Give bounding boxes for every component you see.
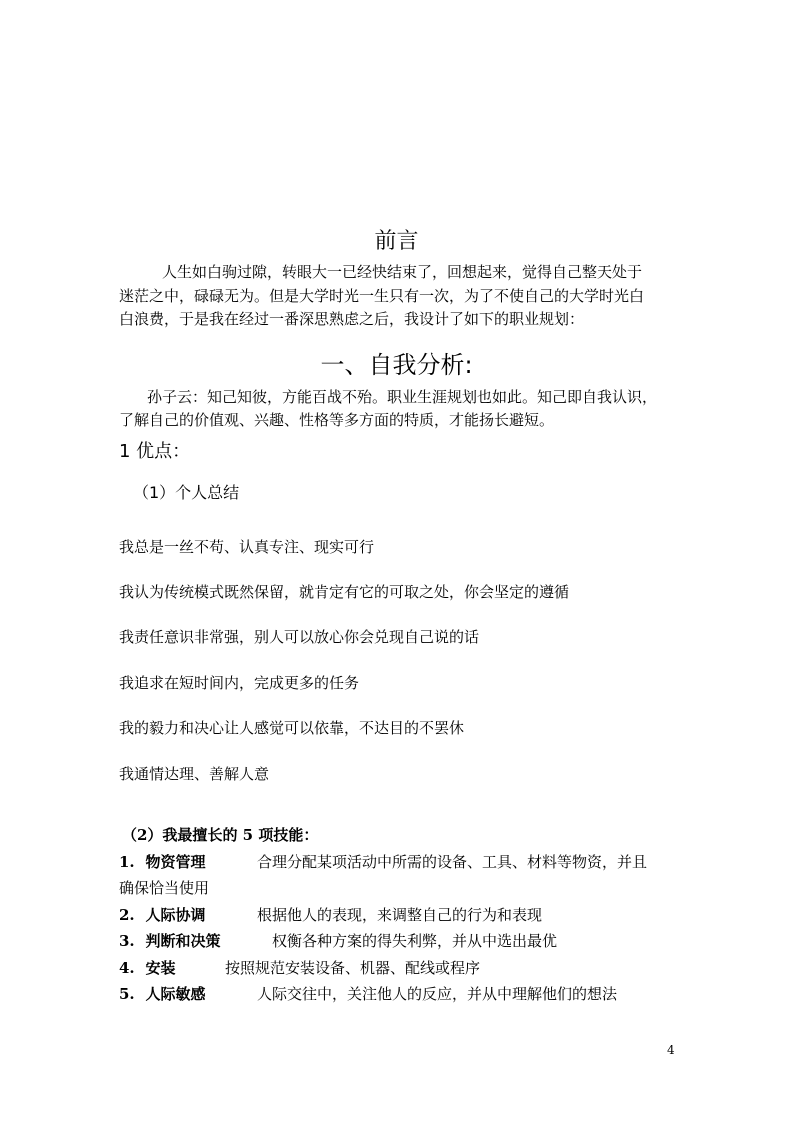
skill-name: 物资管理	[145, 853, 206, 871]
preface-title: 前言	[374, 229, 419, 254]
skill-item-3	[119, 931, 558, 951]
skill-item-4	[119, 958, 481, 978]
skill-description: 按照规范安装设备、机器、配线或程序	[225, 959, 481, 977]
summary-item-3: 我责任意识非常强，别人可以放心你会兑现自己说的话	[119, 628, 480, 646]
skill-description: 人际交往中，关注他人的反应，并从中理解他们的想法	[257, 985, 618, 1003]
section1-line-2: 了解自己的价值观、兴趣、性格等多方面的特质，才能扬长避短。	[119, 411, 555, 429]
skill-number: 2.	[119, 906, 135, 924]
preface-line-2: 迷茫之中，碌碌无为。但是大学时光一生只有一次，为了不使自己的大学时光白	[119, 287, 645, 305]
skill-item-5	[119, 984, 618, 1004]
section-self-analysis-title: 一、自我分析:	[320, 351, 473, 379]
summary-item-4: 我追求在短时间内，完成更多的任务	[119, 674, 360, 692]
skill-description: 合理分配某项活动中所需的设备、工具、材料等物资，并且	[257, 853, 648, 871]
skill-number: 3.	[119, 932, 135, 950]
skill-item-1	[119, 852, 648, 872]
section1-line-1: 孙子云：知己知彼，方能百战不殆。职业生涯规划也如此。知己即自我认识，	[147, 388, 658, 406]
summary-item-5: 我的毅力和决心让人感觉可以依靠，不达目的不罢休	[119, 719, 465, 737]
skill-1-description-cont: 确保恰当使用	[119, 879, 210, 897]
preface-line-1: 人生如白驹过隙，转眼大一已经快结束了，回想起来，觉得自己整天处于	[162, 263, 643, 281]
skill-item-2	[119, 905, 543, 925]
summary-item-2: 我认为传统模式既然保留，就肯定有它的可取之处，你会坚定的遵循	[119, 583, 570, 601]
skills-heading: （2）我最擅长的 5 项技能：	[122, 826, 319, 844]
skill-description: 权衡各种方案的得失利弊，并从中选出最优	[272, 932, 558, 950]
personal-summary-heading: （1）个人总结	[133, 483, 240, 502]
strengths-heading: 1 优点：	[119, 441, 191, 462]
skill-number: 5.	[119, 985, 135, 1003]
skill-name: 人际敏感	[145, 985, 206, 1003]
summary-item-6: 我通情达理、善解人意	[119, 765, 270, 783]
summary-item-1: 我总是一丝不苟、认真专注、现实可行	[119, 538, 375, 556]
skill-number: 1.	[119, 853, 135, 871]
skill-number: 4.	[119, 959, 135, 977]
skill-name: 安装	[145, 959, 176, 977]
skill-description: 根据他人的表现，来调整自己的行为和表现	[257, 906, 543, 924]
page-number: 4	[667, 1043, 675, 1057]
preface-line-3: 白浪费，于是我在经过一番深思熟虑之后，我设计了如下的职业规划：	[119, 310, 585, 328]
skill-name: 判断和决策	[145, 932, 221, 950]
skill-name: 人际协调	[145, 906, 206, 924]
